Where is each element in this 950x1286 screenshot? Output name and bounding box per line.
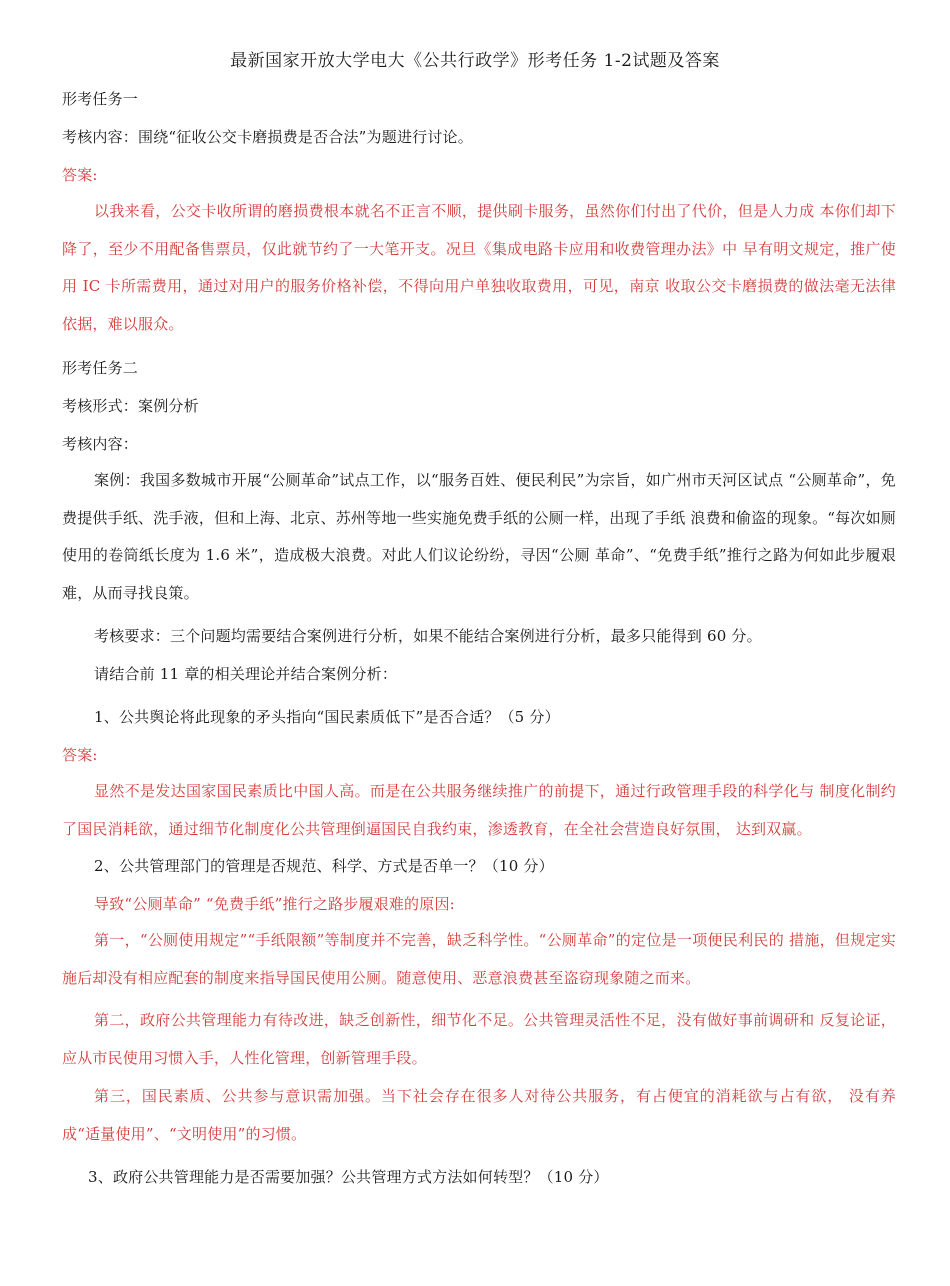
- task2-instruction: 请结合前 11 章的相关理论并结合案例分析：: [94, 665, 398, 683]
- task2-heading: 形考任务二: [62, 359, 139, 377]
- question-3: 3、政府公共管理能力是否需要加强？公共管理方式方法如何转型？（10 分）: [88, 1168, 609, 1186]
- q2-point-2: 第二，政府公共管理能力有待改进，缺乏创新性，细节化不足。公共管理灵活性不足，没有做好事前调研和 反复论证，应从市民使用习惯入手，人性化管理，创新管理手段。: [62, 1011, 896, 1067]
- task2-case: 案例：我国多数城市开展“公厕革命”试点工作，以“服务百姓、便民利民”为宗旨，如广州市天河区试点 “公厕革命”，免费提供手纸、洗手液，但和上海、北京、苏州等地一些实施免费手纸的公厕一样，出现了手纸 浪费和偷盗的现象。“每次如厕使用的卷筒纸长度为 1.6 米”，造成极大浪费。对此人们议论纷纷，寻因“公厕 革命”、“免费手纸”推行之路为何如此步履艰难，从而寻找良策。: [62, 471, 896, 602]
- q2-point-3: 第三，国民素质、公共参与意识需加强。当下社会存在很多人对待公共服务，有占便宜的消耗欲与占有欲， 没有养成“适量使用”、“文明使用”的习惯。: [62, 1087, 896, 1143]
- task1-answer-label: 答案:: [62, 166, 98, 184]
- task2-content-label: 考核内容：: [62, 435, 139, 453]
- question-2: 2、公共管理部门的管理是否规范、科学、方式是否单一？（10 分）: [94, 857, 554, 875]
- task2-form: 考核形式：案例分析: [62, 397, 199, 415]
- task1-content: 考核内容：围绕“征收公交卡磨损费是否合法”为题进行讨论。: [62, 128, 473, 146]
- q1-answer: 显然不是发达国家国民素质比中国人高。而是在公共服务继续推广的前提下，通过行政管理手段的科学化与 制度化制约了国民消耗欲，通过细节化制度化公共管理倒逼国民自我约束，渗透教育，在全社会营造良好氛围， 达到双赢。: [62, 782, 896, 838]
- document-title: 最新国家开放大学电大《公共行政学》形考任务 1-2试题及答案: [230, 51, 720, 71]
- task2-requirement: 考核要求：三个问题均需要结合案例进行分析，如果不能结合案例进行分析，最多只能得到 60 分。: [94, 627, 762, 645]
- task1-answer: 以我来看，公交卡收所谓的磨损费根本就名不正言不顺，提供刷卡服务，虽然你们付出了代价，但是人力成 本你们却下降了，至少不用配备售票员，仅此就节约了一大笔开支。况旦《集成电路卡应用和收费管理办法》中 早有明文规定，推广使用 IC 卡所需费用，通过对用户的服务价格补偿，不得向用户单独收取费用，可见，南京 收取公交卡磨损费的做法毫无法律依据，难以服众。: [62, 202, 896, 333]
- q2-point-1: 第一，“公厕使用规定”“手纸限额”等制度并不完善，缺乏科学性。“公厕革命”的定位是一项便民利民的 措施，但规定实施后却没有相应配套的制度来指导国民使用公厕。随意使用、恶意浪费甚至盗窃现象随之而来。: [62, 931, 896, 987]
- q2-intro: 导致“公厕革命” “免费手纸”推行之路步履艰难的原因:: [94, 895, 455, 913]
- question-1: 1、公共舆论将此现象的矛头指向“国民素质低下”是否合适？（5 分）: [94, 708, 560, 726]
- task1-heading: 形考任务一: [62, 90, 139, 108]
- q1-answer-label: 答案:: [62, 746, 98, 764]
